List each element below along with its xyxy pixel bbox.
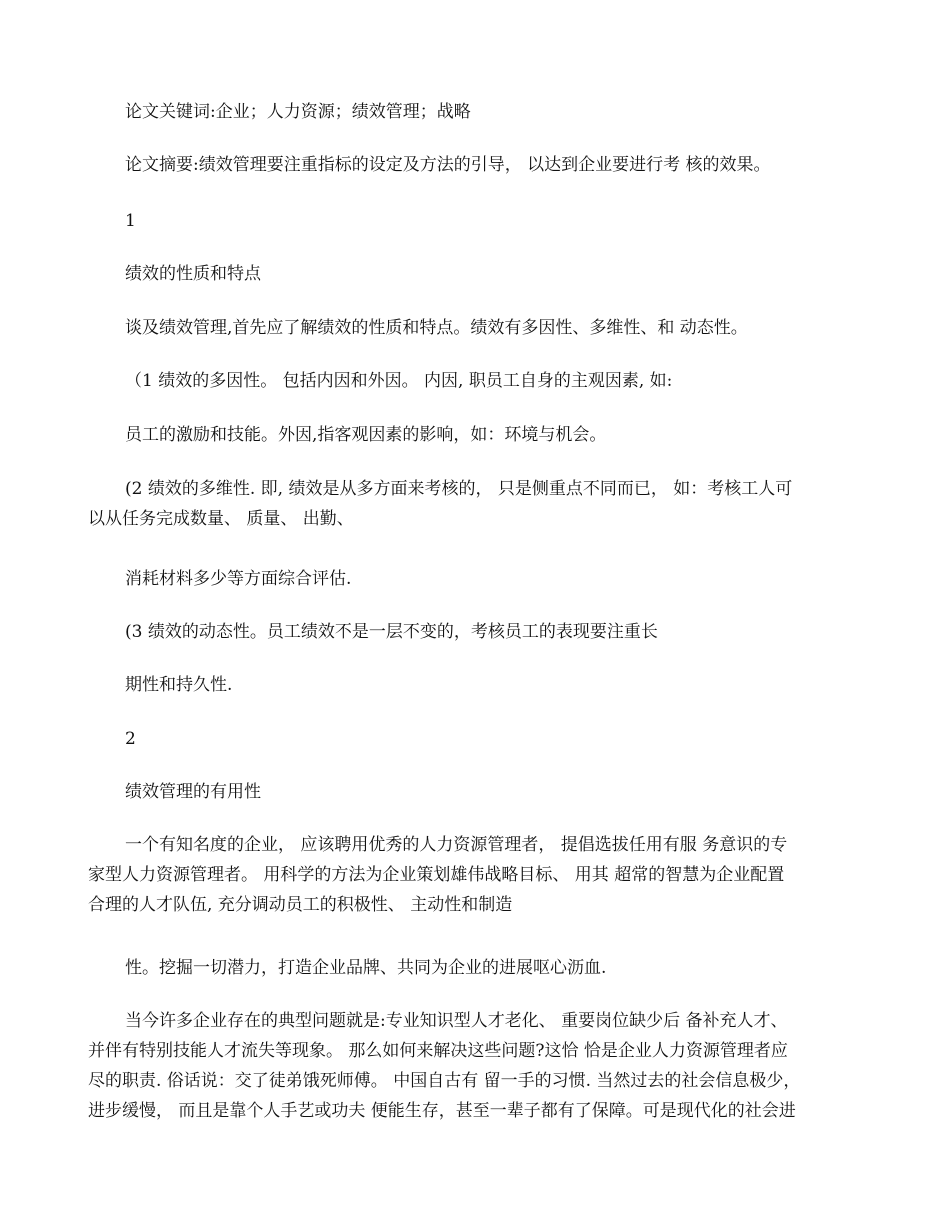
paragraph-line: 并伴有特别技能人才流失等现象。 那么如何来解决这些问题?这恰 恰是企业人力资源管理者应 (88, 1041, 788, 1061)
section-1-number: 1 (125, 211, 136, 231)
paragraph-dynamic: (3 绩效的动态性。员工绩效不是一层不变的，考核员工的表现要注重长 (125, 622, 658, 642)
paragraph-line: 进步缓慢， 而且是靠个人手艺或功夫 便能生存，甚至一辈子都有了保障。可是现代化的社会进 (88, 1101, 796, 1121)
section-2-number: 2 (125, 729, 136, 749)
paragraph-multi-factor: （1 绩效的多因性。 包括内因和外因。 内因, 职员工自身的主观因素, 如: (125, 371, 673, 391)
paragraph-line: (2 绩效的多维性. 即, 绩效是从多方面来考核的， 只是侧重点不同而已， 如：考核工人可 (125, 479, 793, 499)
paragraph-line: 当今许多企业存在的典型问题就是:专业知识型人才老化、 重要岗位缺少后 备补充人才、 (125, 1011, 788, 1031)
paragraph-hr-manager (88, 830, 878, 920)
section-1-title: 绩效的性质和特点 (125, 264, 261, 284)
section-2-title: 绩效管理的有用性 (125, 782, 261, 802)
paragraph-line: 合理的人才队伍, 充分调动员工的积极性、 主动性和制造 (88, 895, 513, 915)
paragraph-incentives: 员工的激励和技能。外因,指客观因素的影响，如：环境与机会。 (125, 425, 607, 445)
paragraph-performance-nature: 谈及绩效管理,首先应了解绩效的性质和特点。绩效有多因性、多维性、和 动态性。 (125, 318, 748, 338)
paragraph-multi-dimension (88, 474, 878, 534)
paragraph-line: 以从任务完成数量、 质量、 出勤、 (88, 509, 354, 529)
paragraph-brand: 性。挖掘一切潜力，打造企业品牌、共同为企业的进展呕心沥血. (125, 958, 607, 978)
paragraph-long-term: 期性和持久性. (125, 675, 233, 695)
paragraph-materials: 消耗材料多少等方面综合评估. (125, 569, 352, 589)
paragraph-typical-problems (88, 1006, 878, 1126)
abstract-line: 论文摘要:绩效管理要注重指标的设定及方法的引导， 以达到企业要进行考 核的效果。 (125, 155, 771, 175)
paragraph-line: 一个有知名度的企业， 应该聘用优秀的人力资源管理者， 提倡选拔任用有服 务意识的专 (125, 835, 788, 855)
keywords-line: 论文关键词:企业；人力资源；绩效管理；战略 (125, 102, 471, 122)
paragraph-line: 家型人力资源管理者。 用科学的方法为企业策划雄伟战略目标、 用其 超常的智慧为企业配置 (88, 865, 785, 885)
paragraph-line: 尽的职责. 俗话说：交了徒弟饿死师傅。 中国自古有 留一手的习惯. 当然过去的社会信息极少， (88, 1071, 801, 1091)
